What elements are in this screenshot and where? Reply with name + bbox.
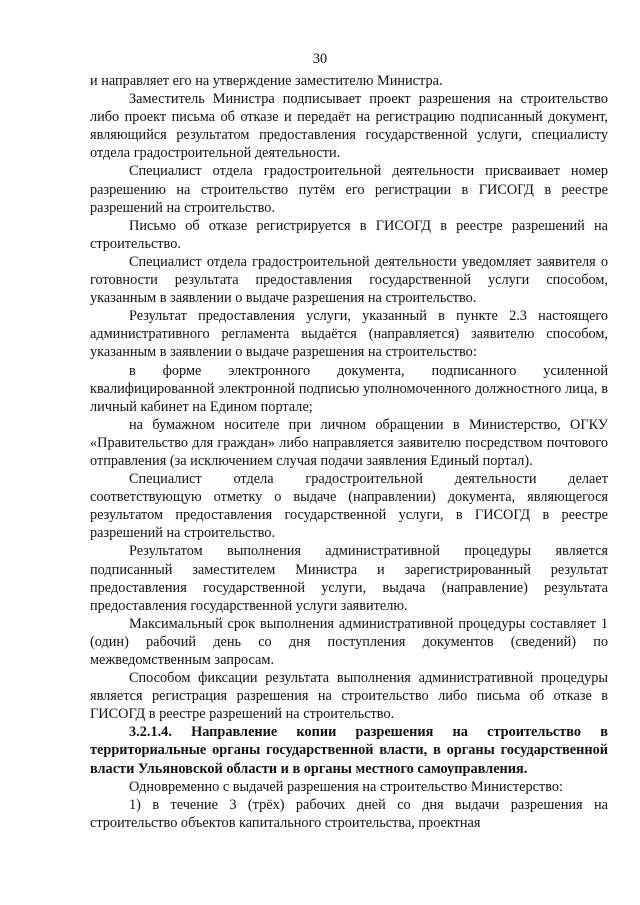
document-body [90,72,608,832]
section-heading: 3.2.1.4. Направление копии разрешения на строительство в территориальные органы государственной власти, в органы государственной власти Ульяновской области и в органы местного самоуправления. [90,724,608,777]
paragraph-max-term: Максимальный срок выполнения административной процедуры составляет 1 (один) рабочий день со дня поступления документов (сведений) по межведомственным запросам. [90,615,608,668]
paragraph-issuance-mark: Специалист отдела градостроительной деятельности делает соответствующую отметку о выдаче (направлении) документа, являющегося результатом предоставления государственной услуги, в ГИСОГД в реестре разрешений на строительство. [90,471,608,542]
paragraph-notify-applicant: Специалист отдела градостроительной деятельности уведомляет заявителя о готовности результата предоставления государственной услуги способом, указанным в заявлении о выдаче разрешения на строительство. [90,253,608,307]
paragraph-result-issuance: Результат предоставления услуги, указанный в пункте 2.3 настоящего административного регламента выдаётся (направляется) заявителю способом, указанным в заявлении о выдаче разрешения на строительство: [90,308,608,361]
paragraph-continuation: и направляет его на утверждение заместителю Министра. [90,73,443,89]
paragraph-procedure-result: Результатом выполнения административной процедуры является подписанный заместителем Министра и зарегистрированный результат предоставления государственной услуги, выдача (направление) результата предоставления государственной услуги заявителю. [90,543,608,614]
paragraph-item-1: 1) в течение 3 (трёх) рабочих дней со дня выдачи разрешения на строительство объектов капитального строительства, проектная [90,796,608,831]
paragraph-registration-number: Специалист отдела градостроительной деятельности присваивает номер разрешению на строительство путём его регистрации в ГИСОГД в реестре разрешений на строительство. [90,163,608,216]
paragraph-electronic-form: в форме электронного документа, подписанного усиленной квалифицированной электронной подписью уполномоченного должностного лица, в личный кабинет на Едином портале; [90,362,608,415]
paragraph-deputy-signs: Заместитель Министра подписывает проект разрешения на строительство либо проект письма об отказе и передаёт на регистрацию подписанный документ, являющийся результатом предоставления государственной услуги, специалисту отдела градостроительной деятельности. [90,91,608,162]
paragraph-fixation-method: Способом фиксации результата выполнения административной процедуры является регистрация разрешения на строительство либо письма об отказе в ГИСОГД в реестре разрешений на строительство. [90,670,608,723]
page-number: 30 [312,51,328,67]
paragraph-refusal-registration: Письмо об отказе регистрируется в ГИСОГД в реестре разрешений на строительство. [90,217,608,252]
paragraph-paper-form: на бумажном носителе при личном обращении в Министерство, ОГКУ «Правительство для граждан» либо направляется заявителю посредством почтового отправления (за исключением случая подачи заявления Единый портал). [90,416,608,469]
paragraph-simultaneously: Одновременно с выдачей разрешения на строительство Министерство: [129,778,564,795]
